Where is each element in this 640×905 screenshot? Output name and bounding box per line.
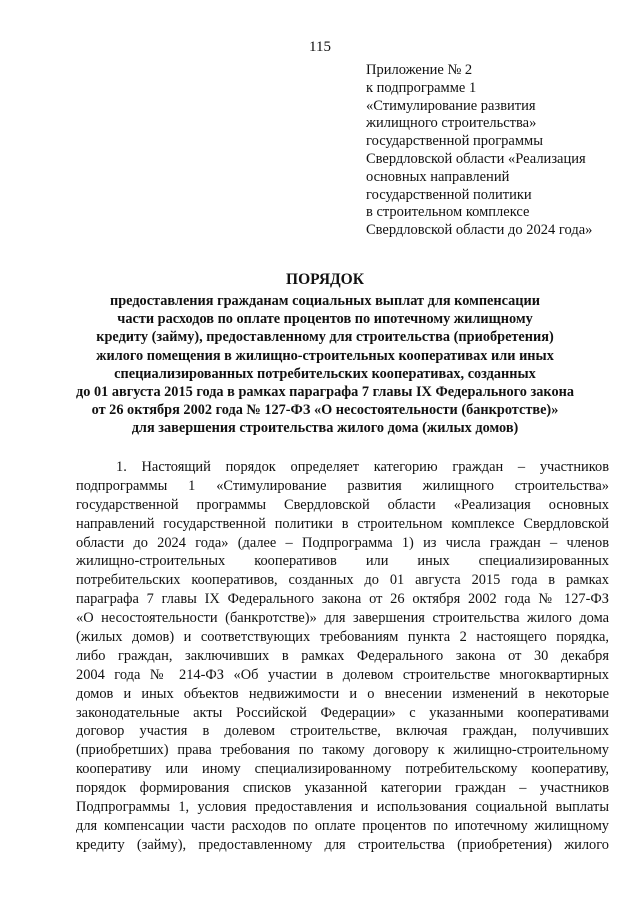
appendix-line: Свердловской области «Реализация — [366, 150, 586, 167]
body-line: для компенсации части расходов по оплате процентов по ипотечному жилищному — [76, 817, 609, 834]
appendix-line: Приложение № 2 — [366, 62, 473, 78]
heading-line: специализированных потребительских кооперативах, созданных — [114, 365, 536, 382]
appendix-block — [366, 62, 628, 240]
body-line: кредиту (займу), предоставленному для строительства (приобретения) жилого — [76, 836, 609, 853]
body-line: 2004 года № 214-ФЗ «Об участии в долевом строительстве многоквартирных — [76, 666, 609, 683]
body-line: «О несостоятельности (банкротстве)» для завершения строительства жилого дома — [76, 610, 609, 627]
body-line: потребительских кооперативов, созданных до 01 августа 2015 года в рамках — [76, 572, 609, 589]
body-line: (жилых домов) и соответствующих требованиям пункта 2 настоящего порядка, — [76, 629, 609, 646]
appendix-line: основных направлений — [366, 168, 510, 185]
appendix-line: «Стимулирование развития — [366, 97, 536, 114]
body-line: домов и иных объектов недвижимости и о внесении изменений в некоторые — [76, 685, 609, 702]
heading-title: ПОРЯДОК — [286, 271, 364, 288]
heading-line: кредиту (займу), предоставленному для строительства (приобретения) — [96, 329, 554, 346]
page-number: 115 — [309, 39, 331, 55]
appendix-line: в строительном комплексе — [366, 204, 530, 221]
body-line: направлений государственной политики в строительном комплексе Свердловской — [76, 515, 609, 532]
appendix-line: Свердловской области до 2024 года» — [366, 222, 593, 239]
body-line: договор участия в долевом строительстве, включая граждан, получивших — [76, 723, 609, 740]
body-line: законодательные акты Российской Федерации» с указанными кооперативами — [76, 704, 609, 721]
heading-line: до 01 августа 2015 года в рамках параграфа 7 главы IX Федерального закона — [76, 384, 574, 401]
body-line: жилищно-строительных кооперативов или иных специализированных — [76, 553, 609, 570]
heading-line: жилого помещения в жилищно-строительных кооперативах или иных — [96, 347, 554, 364]
appendix-line: к подпрограмме 1 — [366, 79, 477, 96]
appendix-line: жилищного строительства» — [366, 115, 537, 132]
body-line: подпрограммы 1 «Стимулирование развития жилищного строительства» — [76, 477, 609, 494]
body-line: параграфа 7 главы IX Федерального закона от 26 октября 2002 года № 127-ФЗ — [76, 591, 609, 608]
body-line: области до 2024 года» (далее – Подпрограмма 1) из числа граждан – членов — [76, 534, 609, 551]
appendix-line: государственной политики — [366, 186, 532, 203]
heading-line: для завершения строительства жилого дома (жилых домов) — [131, 420, 519, 437]
body-line: государственной программы Свердловской области «Реализация основных — [76, 496, 609, 513]
body-line: порядок формирования списков указанной категории граждан – участников — [76, 780, 609, 797]
body-line: либо граждан, заключивших в рамках Федерального закона от 30 декабря — [76, 647, 609, 664]
body-line: (приобретших) права требования по такому договору к жилищно-строительному — [76, 742, 609, 759]
body-line: 1. Настоящий порядок определяет категорию граждан – участников — [116, 459, 609, 475]
document-heading — [40, 270, 610, 438]
heading-line: части расходов по оплате процентов по ипотечному жилищному — [117, 311, 533, 328]
body-paragraph — [76, 458, 609, 855]
appendix-line: государственной программы — [366, 133, 543, 150]
heading-line: предоставления гражданам социальных выплат для компенсации — [109, 293, 541, 309]
body-line: кооперативу или иному специализированному потребительскому кооперативу, — [76, 761, 609, 778]
heading-line: от 26 октября 2002 года № 127-ФЗ «О несостоятельности (банкротстве)» — [91, 402, 559, 419]
body-line: Подпрограммы 1, условия предоставления и использования социальной выплаты — [76, 799, 609, 816]
